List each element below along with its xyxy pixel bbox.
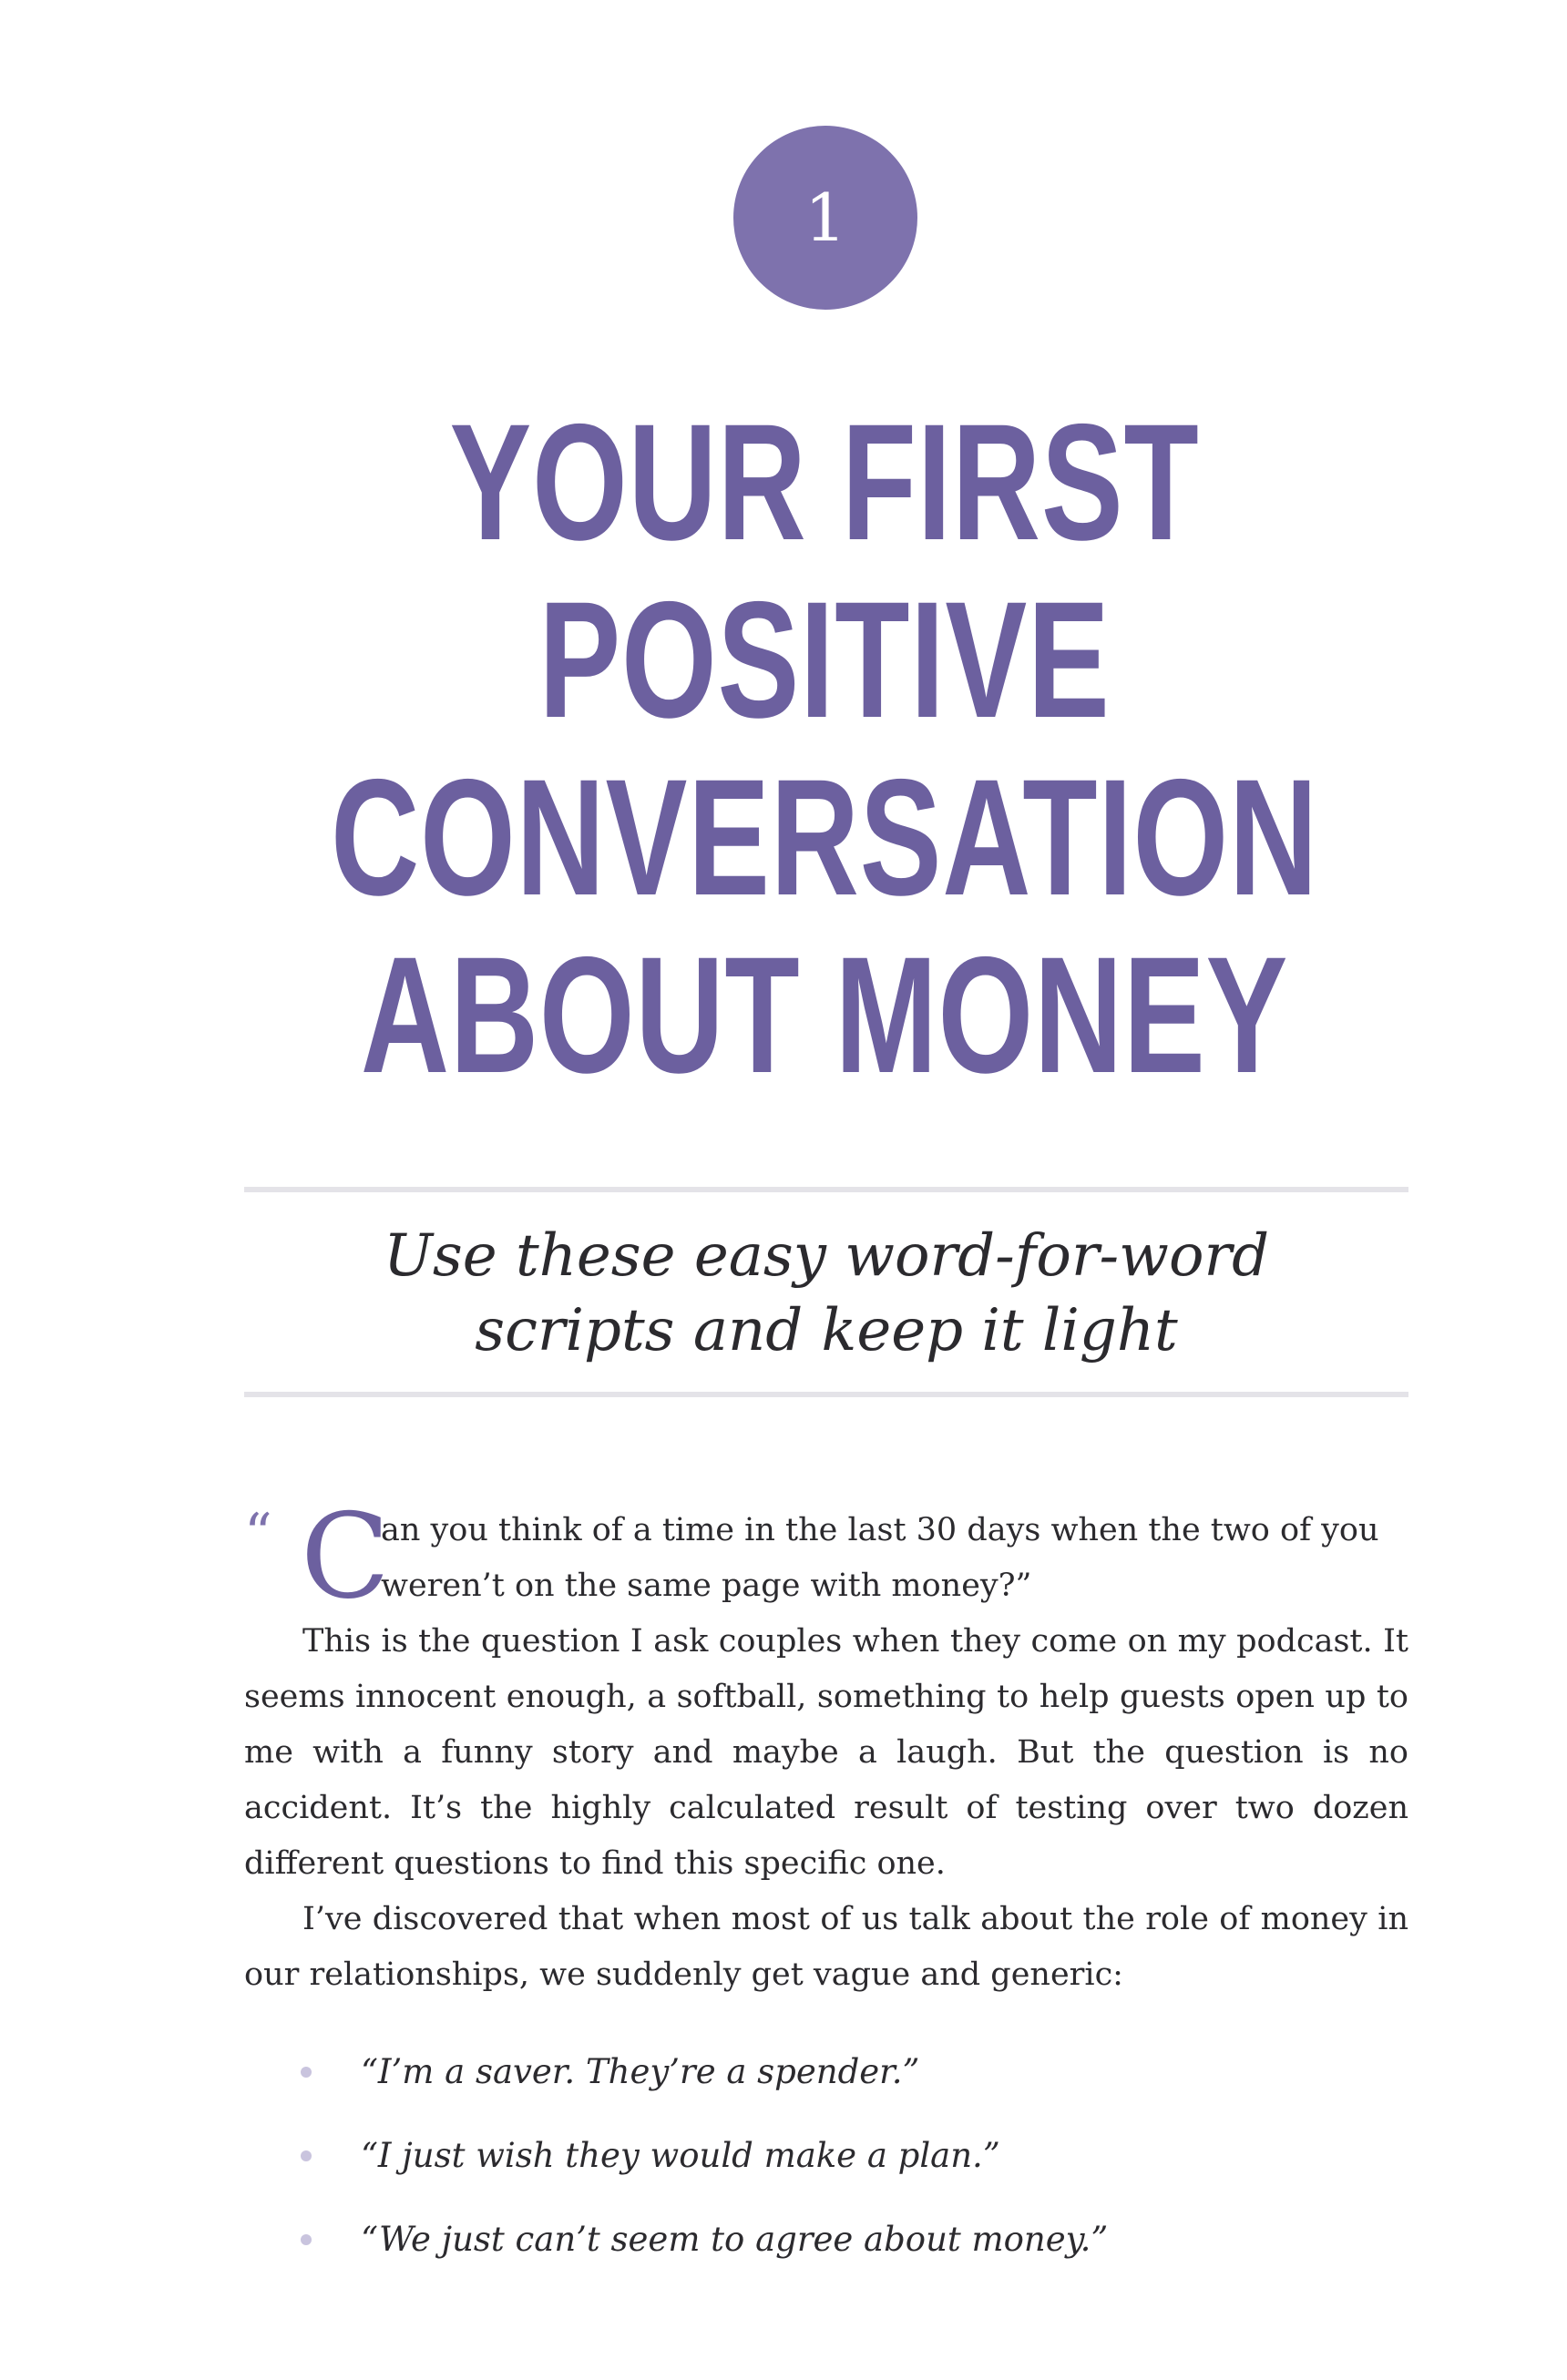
opening-line-1: an you think of a time in the last 30 days when the two of you [381, 1512, 1379, 1548]
drop-cap: C [301, 1489, 390, 1625]
list-item-text: “I just wish they would make a plan.” [361, 2136, 1000, 2175]
list-item [244, 2198, 1408, 2282]
list-item [244, 2114, 1408, 2198]
chapter-subtitle [244, 1219, 1408, 1368]
chapter-subtitle-line-2: scripts and keep it light [475, 1297, 1178, 1364]
opening-line-2: weren’t on the same page with money?” [381, 1568, 1032, 1604]
list-item-text: “I’m a saver. They’re a spender.” [361, 2052, 920, 2091]
chapter-subtitle-line-1: Use these easy word-for-word [383, 1222, 1270, 1290]
quote-list [244, 2030, 1408, 2282]
chapter-title-line-4: ABOUT MONEY [360, 922, 1289, 1108]
chapter-title-line-1: YOUR FIRST [449, 389, 1200, 575]
bullet-icon [301, 2234, 312, 2245]
list-item-text: “We just can’t seem to agree about money.” [361, 2220, 1109, 2259]
opening-quote-mark: “ [244, 1502, 272, 1566]
paragraph-2: I’ve discovered that when most of us talk about the role of money in our relationships, we suddenly get vague and generic: [244, 1901, 1408, 1993]
body-text [244, 1489, 1408, 2282]
subtitle-bottom-divider [244, 1392, 1408, 1397]
bullet-icon [301, 2067, 312, 2078]
list-item [244, 2030, 1408, 2114]
chapter-number-badge [733, 126, 917, 310]
opening-question [244, 1489, 1408, 1625]
chapter-number: 1 [804, 179, 846, 256]
chapter-title-line-2: POSITIVE [538, 567, 1111, 752]
chapter-title [214, 389, 1434, 1108]
paragraph-1: This is the question I ask couples when they come on my podcast. It seems innocent enough, a softball, something to help guests open up to me with a funny story and maybe a laugh. But the question is no accident. It’s the highly calculated result of testing over two dozen different questions to find this specific one. [244, 1623, 1408, 1882]
bullet-icon [301, 2150, 312, 2161]
chapter-title-line-3: CONVERSATION [331, 744, 1318, 930]
subtitle-top-divider [244, 1187, 1408, 1192]
